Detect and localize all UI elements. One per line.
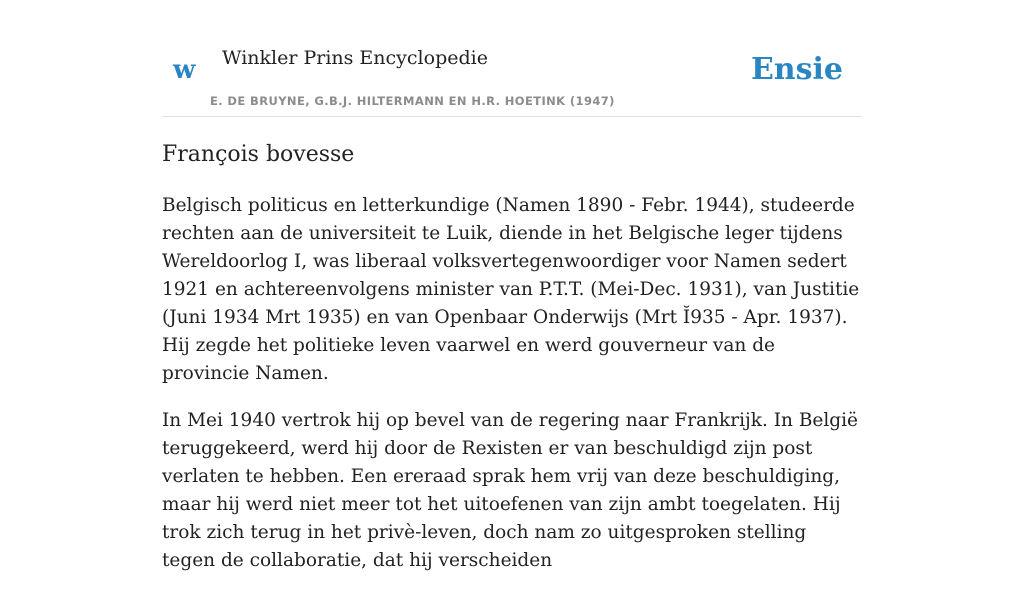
article-paragraph: In Mei 1940 vertrok hij op bevel van de regering naar Frankrijk. In België teruggekeerd, werd hij door de Rexisten er van beschuldigd zijn post verlaten te hebben. Een ereraad sprak hem vrij van deze beschuldiging, maar hij werd niet meer tot het uitoefenen van zijn ambt toegelaten. Hij trok zich terug in het privè-leven, doch nam zo uitgesproken stelling tegen de collaboratie, dat hij verscheiden — [162, 410, 858, 571]
article-body — [162, 192, 862, 594]
article-paragraph: Belgisch politicus en letterkundige (Namen 1890 - Febr. 1944), studeerde rechten aan de universiteit te Luik, diende in het Belgische leger tijdens Wereldoorlog I, was liberaal volksvertegenwoordiger voor Namen sedert 1921 en achtereenvolgens minister van P.T.T. (Mei-Dec. 1931), van Justitie (Juni 1934 Mrt 1935) en van Openbaar Onderwijs (Mrt Ĭ935 - Apr. 1937). Hij zegde het politieke leven vaarwel en werd gouverneur van de provincie Namen. — [162, 195, 860, 384]
publication-logo[interactable]: w — [173, 55, 196, 85]
site-header — [162, 40, 862, 117]
publication-authors: E. DE BRUYNE, G.B.J. HILTERMANN EN H.R. HOETINK (1947) — [210, 94, 615, 108]
brand-logo[interactable]: Ensie — [750, 52, 843, 87]
publication-title[interactable]: Winkler Prins Encyclopedie — [222, 47, 488, 69]
article-title: François bovesse — [162, 142, 355, 167]
